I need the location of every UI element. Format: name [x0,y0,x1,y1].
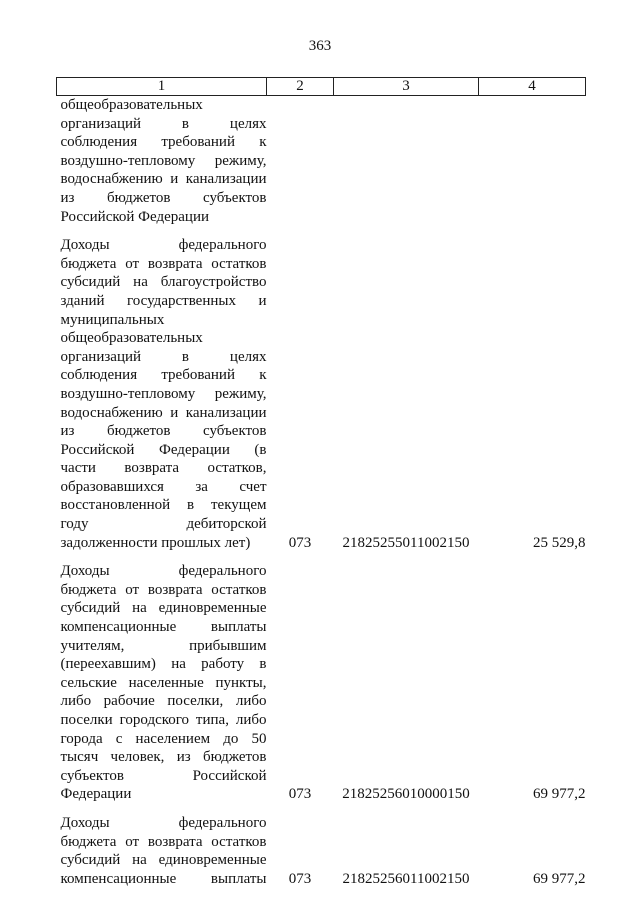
description-line: общеобразовательных [60,97,203,113]
column-header-2: 2 [267,78,334,96]
row-amount: 69 977,2 [533,870,586,887]
row-description [57,236,267,552]
row-amount: 25 529,8 [533,534,586,551]
description-line: Доходы федерального [60,814,267,831]
row-amount: 69 977,2 [533,786,586,803]
description-line: воздушно-тепловому режиму, [60,152,267,169]
description-line: Федерации [60,786,132,803]
row-revenue-code: 21825255011002150 [342,534,470,551]
description-line: бюджета от возврата остатков [60,581,267,598]
description-line: Доходы федерального [60,563,267,580]
description-line: Российской Федерации (в [60,441,267,458]
table-row [57,562,586,804]
column-header-1: 1 [57,78,267,96]
column-header-3: 3 [334,78,479,96]
description-line: восстановленной в текущем [60,497,267,514]
description-line: субъектов Российской [60,767,267,784]
description-line: из бюджетов субъектов [60,189,267,206]
description-line: водоснабжению и канализации [60,404,267,421]
page-number: 363 [308,38,332,54]
description-line: из бюджетов субъектов [60,423,267,440]
description-line: компенсационные выплаты [60,870,267,887]
row-admin-code [267,96,334,227]
description-line: задолженности прошлых лет) [60,534,251,551]
description-line: общеобразовательных [60,330,203,347]
description-line: воздушно-тепловому режиму, [60,385,267,402]
budget-revenue-table [56,77,586,888]
description-line: организаций в целях [60,115,267,132]
row-description [57,96,267,227]
description-line: соблюдения требований к [60,367,267,384]
description-line: поселки городского типа, либо [60,712,267,728]
row-admin-code: 073 [288,786,312,803]
description-line: Российской Федерации [60,208,210,225]
description-line: соблюдения требований к [60,134,267,151]
description-line: компенсационные выплаты [60,619,267,636]
row-description [57,814,267,888]
row-revenue-code [334,96,479,227]
row-description [57,562,267,804]
table-row [57,814,586,888]
description-line: организаций в целях [60,348,267,365]
description-line: субсидий на единовременные [60,852,267,869]
description-line: сельские населенные пункты, [60,674,267,691]
description-line: муниципальных [60,311,165,328]
description-line: образовавшихся за счет [60,478,267,495]
description-line: бюджета от возврата остатков [60,255,267,272]
description-line: Доходы федерального [60,237,267,254]
column-header-4: 4 [479,78,586,96]
description-line: либо рабочие поселки, либо [60,693,267,710]
description-line: города с населением до 50 [60,730,267,747]
row-revenue-code: 21825256011002150 [342,870,470,887]
description-line: учителям, прибывшим [60,637,267,654]
table-row [57,236,586,552]
row-amount [479,96,586,227]
row-admin-code: 073 [288,534,312,551]
row-admin-code: 073 [288,870,312,887]
description-line: части возврата остатков, [60,460,267,477]
table-header [57,78,586,96]
row-revenue-code: 21825256010000150 [342,786,470,803]
description-line: тысяч человек, из бюджетов [60,749,267,766]
description-line: (переехавшим) на работу в [60,656,267,673]
description-line: бюджета от возврата остатков [60,833,267,850]
description-line: году дебиторской [60,516,267,533]
description-line: субсидий на благоустройство [60,274,267,291]
description-line: субсидий на единовременные [60,600,267,617]
table-row [57,96,586,227]
description-line: зданий государственных и [60,292,267,309]
description-line: водоснабжению и канализации [60,171,267,188]
